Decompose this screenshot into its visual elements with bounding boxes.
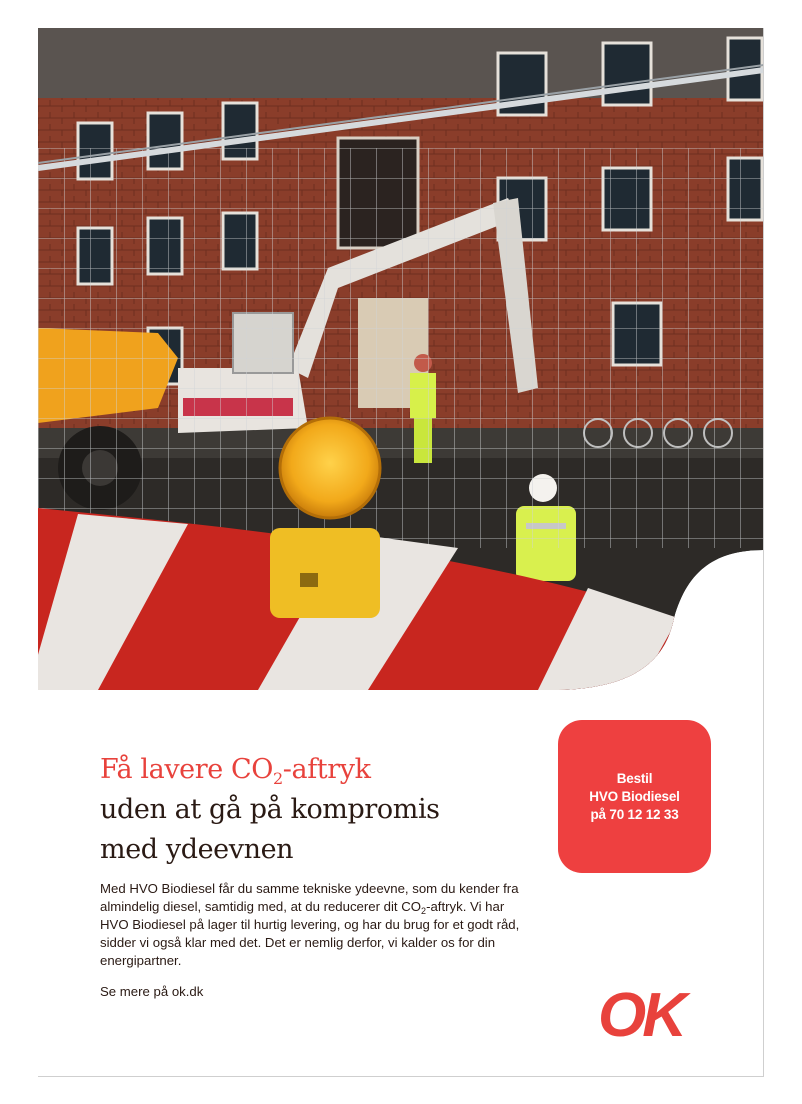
website-link[interactable]: Se mere på ok.dk [100,984,204,999]
headline-line-2: uden at gå på kompromis [100,794,440,825]
construction-site-photo [38,28,764,690]
headline-line-1: Få lavere $CO_2$-aftryk [100,754,371,788]
ok-logo [598,986,728,1042]
headline-line-3: med ydeevnen [100,834,294,865]
headline [100,750,540,870]
order-callout-text: Bestil HVO Biodiesel på 70 12 12 33 [589,770,680,822]
ad-page [38,28,764,1077]
body-text: Med HVO Biodiesel får du samme tekniske ydeevne, som du kender fra almindelig diesel, samtidig med, at du reducerer dit $CO_2$-aftryk. Vi har HVO Biodiesel på lager til hurtig levering, og har du brug for et godt råd, sidder vi også klar med det. Det er nemlig derfor, vi kalder os for din energipartner. [100,881,520,968]
order-callout-box[interactable] [558,720,711,873]
svg-text:OK: OK [598,986,683,1042]
